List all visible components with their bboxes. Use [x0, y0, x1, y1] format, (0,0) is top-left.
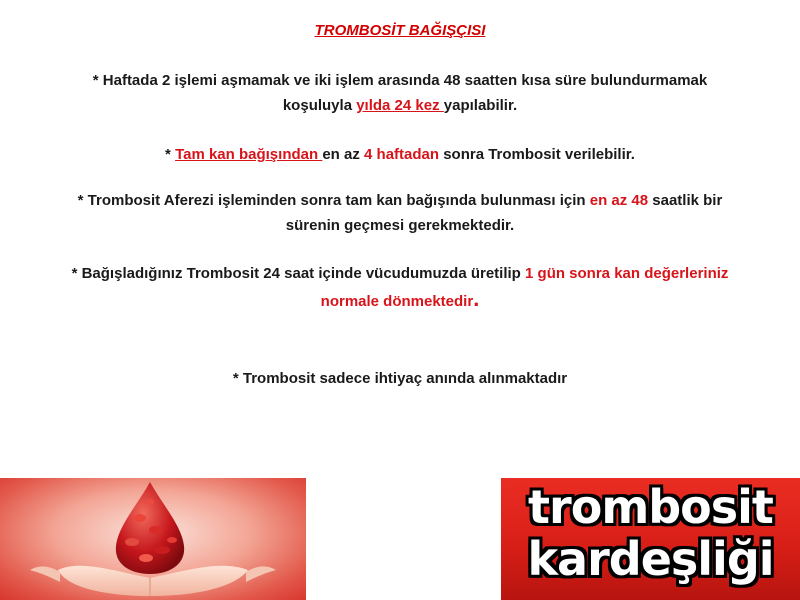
highlight-dot: .: [473, 286, 480, 311]
highlight-text: Tam kan bağışından: [175, 146, 323, 163]
info-item-frequency: [20, 68, 780, 118]
item-text: *: [165, 146, 176, 163]
item-text: koşuluyla: [282, 97, 357, 114]
item-text: * Trombosit sadece ihtiyaç anında alınmaktadır: [232, 370, 568, 387]
page-title: TROMBOSİT BAĞIŞÇISI: [314, 22, 486, 39]
item-text: en az: [322, 146, 365, 163]
hands-illustration: [0, 478, 306, 600]
item-text: sonra Trombosit verilebilir.: [439, 146, 635, 163]
logo-text-line1: trombosit: [528, 480, 773, 534]
highlight-text: normale dönmektedir: [320, 293, 474, 310]
item-text: yapılabilir.: [443, 97, 518, 114]
hands-blood-image: [0, 478, 306, 600]
item-text: sürenin geçmesi gerekmektedir.: [285, 217, 515, 234]
highlight-text: 1 gün sonra kan değerleriniz: [525, 265, 729, 282]
item-text: * Bağışladığınız Trombosit 24 saat içinde vücudumuzda üretilip: [71, 265, 526, 282]
item-text: * Haftada 2 işlemi aşmamak ve iki işlem arasında 48 saatten kısa süre bulundurmamak: [92, 72, 708, 89]
info-item-whole-blood: [20, 142, 780, 167]
highlight-text: en az 48: [589, 192, 649, 209]
info-item-need: [20, 366, 780, 391]
item-text: saatlik bir: [648, 192, 723, 209]
highlight-text: yılda 24 kez: [356, 97, 444, 114]
item-text: * Trombosit Aferezi işleminden sonra tam kan bağışında bulunması için: [77, 192, 590, 209]
trombosit-kardesligi-logo: [501, 478, 800, 600]
info-item-apheresis: [20, 188, 780, 238]
info-item-recovery: [20, 261, 780, 314]
highlight-text: 4 haftadan: [364, 146, 440, 163]
logo-text-line2: kardeşliği: [527, 532, 774, 586]
blood-cells-icon: [116, 482, 184, 574]
